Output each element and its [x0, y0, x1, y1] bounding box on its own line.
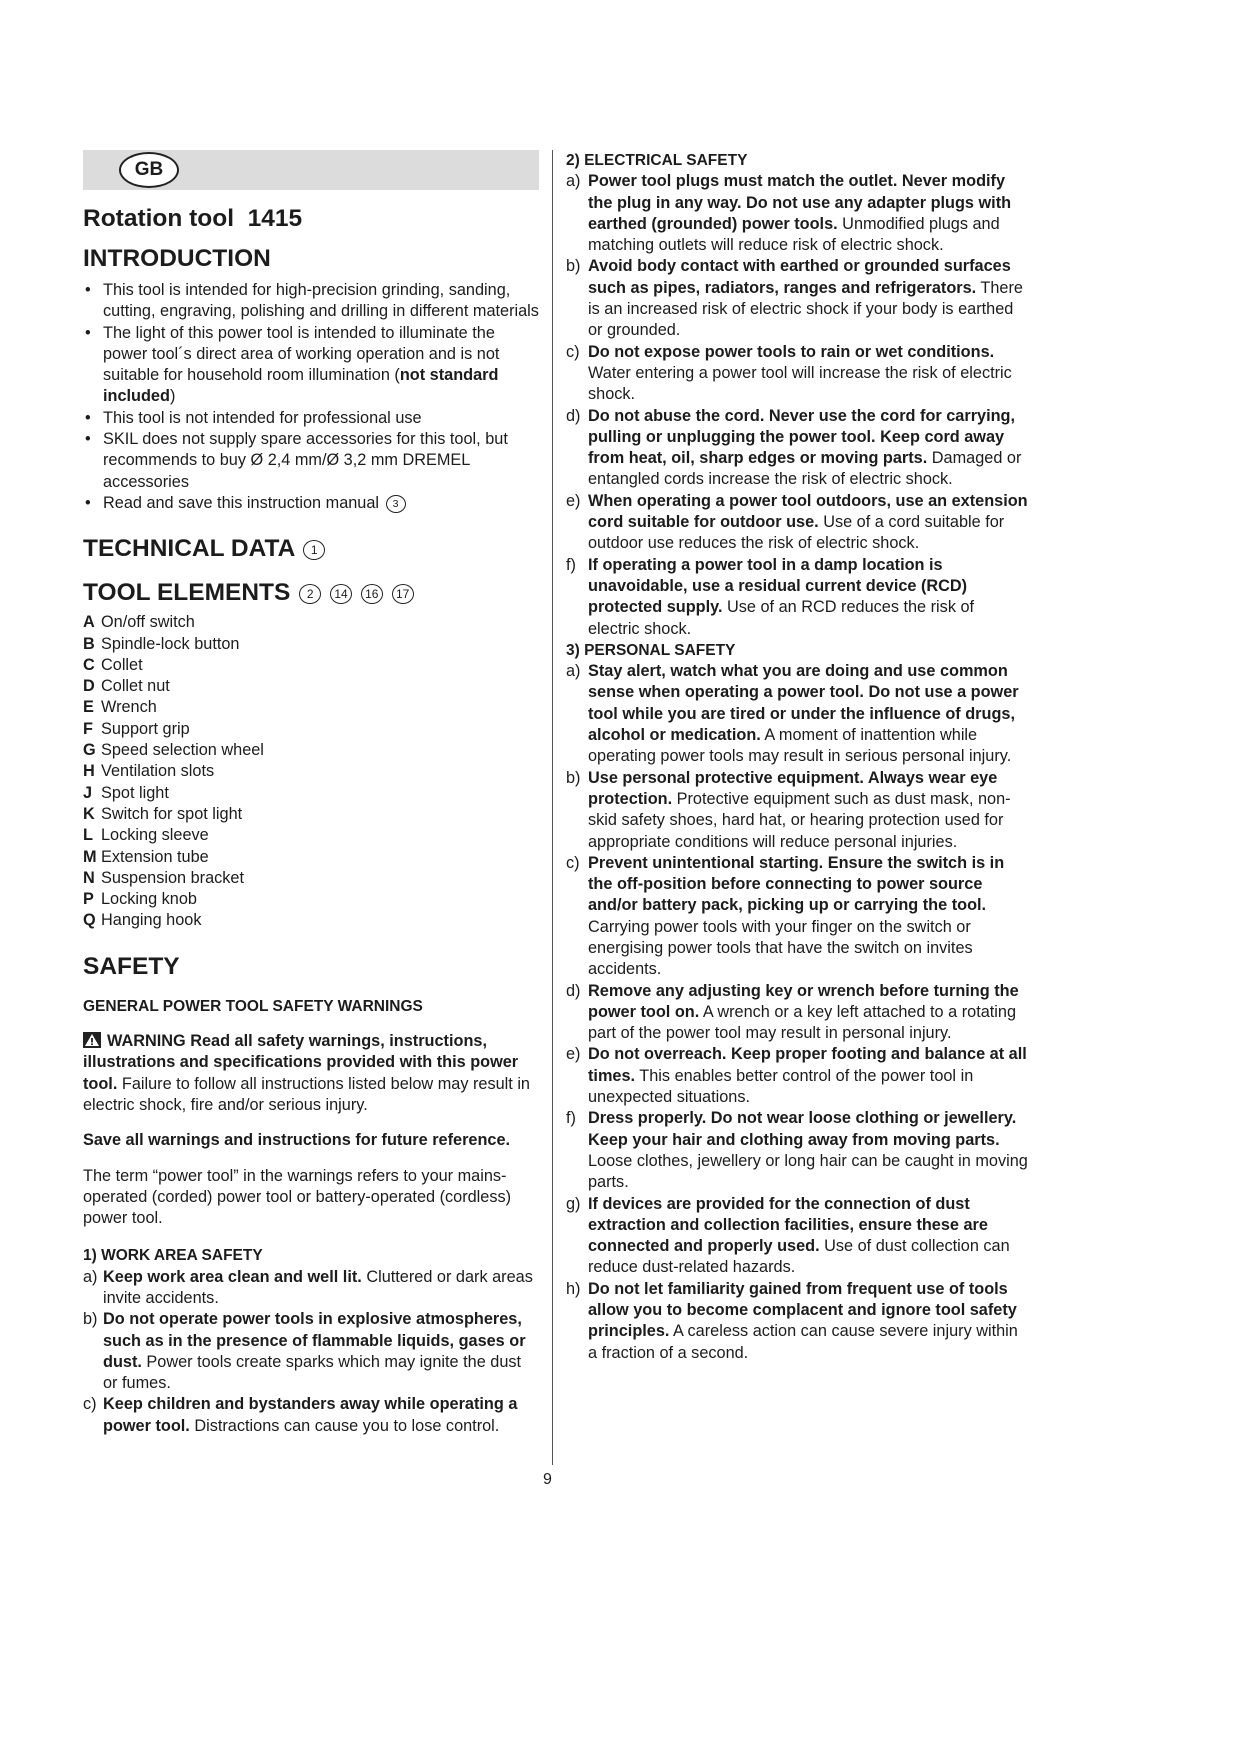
list-item: G Speed selection wheel [83, 741, 264, 760]
list-item: f) Dress properly. Do not wear loose clothing or jewellery. Keep your hair and clothing away from moving parts. Loose clothes, jewellery or long hair can be caught in moving parts. [566, 1109, 1028, 1192]
list-item: • The light of this power tool is intended to illuminate the power tool´s direct area of working operation and is not suitable for household room illumination (not standard included) [83, 323, 539, 408]
list-item: c) Keep children and bystanders away while operating a power tool. Distractions can cause you to lose control. [83, 1395, 518, 1435]
list-item: H Ventilation slots [83, 762, 215, 781]
electrical-heading: 2) ELECTRICAL SAFETY [566, 152, 748, 169]
figure-reference: 2 [299, 584, 321, 604]
list-item: e) Do not overreach. Keep proper footing and balance at all times. This enables better control of the power tool in unexpected situations. [566, 1045, 1027, 1107]
list-item: K Switch for spot light [83, 804, 243, 823]
list-item: • SKIL does not supply spare accessories for this tool, but recommends to buy Ø 2,4 mm/Ø 3,2 mm DREMEL accessories [83, 429, 539, 493]
list-item: M Extension tube [83, 847, 209, 866]
list-item: J Spot light [83, 783, 169, 802]
list-item: A On/off switch [83, 613, 195, 632]
list-item: a) Power tool plugs must match the outlet. Never modify the plug in any way. Do not use any adapter plugs with earthed (grounded) power tools. Unmodified plugs and matching outlets will reduce risk of electric shock. [566, 172, 1012, 255]
save-instructions-line: Save all warnings and instructions for future reference. [83, 1131, 511, 1150]
figure-reference: 14 [330, 584, 352, 604]
list-item: b) Use personal protective equipment. Always wear eye protection. Protective equipment such as dust mask, non-skid safety shoes, hard hat, or hearing protection used for appropriate conditions will reduce personal injuries. [566, 768, 1011, 851]
list-item: E Wrench [83, 698, 157, 717]
list-item: a) Stay alert, watch what you are doing and use common sense when operating a power tool. Do not use a power tool while you are tired or under the influence of drugs, alcohol or medication. A moment of inattention while operating power tools may result in serious personal injury. [566, 662, 1019, 766]
list-item: P Locking knob [83, 890, 197, 909]
list-item: b) Do not operate power tools in explosive atmospheres, such as in the presence of flammable liquids, gases or dust. Power tools create sparks which may ignite the dust or fumes. [83, 1310, 526, 1393]
list-item: B Spindle-lock button [83, 634, 240, 653]
list-item: C Collet [83, 655, 143, 674]
list-item: h) Do not let familiarity gained from frequent use of tools allow you to become complacent and ignore tool safety principles. A careless action can cause severe injury within a fraction of a second. [566, 1279, 1018, 1362]
list-item: e) When operating a power tool outdoors, use an extension cord suitable for outdoor use. Use of a cord suitable for outdoor use reduces the risk of electric shock. [566, 491, 1028, 553]
left-column [83, 150, 539, 1437]
figure-reference: 3 [386, 495, 406, 513]
personal-safety-heading: 3) PERSONAL SAFETY [566, 641, 736, 659]
product-title [83, 204, 539, 234]
list-item: L Locking sleeve [83, 826, 209, 845]
work-area-heading: 1) WORK AREA SAFETY [83, 1247, 263, 1265]
introduction-heading: INTRODUCTION [83, 245, 271, 272]
figure-reference: 17 [392, 584, 414, 604]
figure-reference: 16 [361, 584, 383, 604]
list-item: D Collet nut [83, 677, 170, 696]
list-item: d) Remove any adjusting key or wrench before turning the power tool on. A wrench or a key left attached to a rotating part of the power tool may result in personal injury. [566, 981, 1019, 1043]
list-item: g) If devices are provided for the connection of dust extraction and collection facilities, ensure these are connected and properly used. Use of dust collection can reduce dust-related hazards. [566, 1194, 1010, 1277]
warning-paragraph: WARNING Read all safety warnings, instructions, illustrations and specifications provided with this power tool. Failure to follow all instructions listed below may result in electric shock, fire and/or serious injury. [83, 1032, 530, 1114]
list-item: b) Avoid body contact with earthed or grounded surfaces such as pipes, radiators, ranges and refrigerators. There is an increased risk of electric shock if your body is earthed or grounded. [566, 257, 1023, 340]
right-column [566, 150, 1028, 1364]
general-warnings-heading: GENERAL POWER TOOL SAFETY WARNINGS [83, 997, 423, 1015]
list-item: f) If operating a power tool in a damp location is unavoidable, use a residual current device (RCD) protected supply. Use of an RCD reduces the risk of electric shock. [566, 555, 975, 638]
tool-elements-list [83, 612, 539, 931]
list-item: Q Hanging hook [83, 911, 202, 930]
column-divider [552, 150, 553, 1465]
technical-data-heading: TECHNICAL DATA 1 [83, 534, 539, 564]
language-bar [83, 150, 539, 190]
list-item: • This tool is not intended for professional use [83, 408, 539, 429]
list-item: F Support grip [83, 719, 190, 738]
language-badge: GB [119, 152, 179, 188]
introduction-list [83, 280, 539, 514]
list-item: • This tool is intended for high-precision grinding, sanding, cutting, engraving, polishing and drilling in different materials [83, 280, 539, 323]
warning-icon [83, 1032, 101, 1048]
list-item: a) Keep work area clean and well lit. Cluttered or dark areas invite accidents. [83, 1267, 533, 1307]
list-item: c) Prevent unintentional starting. Ensure the switch is in the off-position before connecting to power source and/or battery pack, picking up or carrying the tool. Carrying power tools with your finger on the switch or energising power tools that have the switch on invites accidents. [566, 853, 1005, 979]
page-number: 9 [543, 1471, 552, 1488]
safety-heading: SAFETY [83, 952, 180, 980]
term-definition: The term “power tool” in the warnings refers to your mains-operated (corded) power tool or battery-operated (cordless) power tool. [83, 1166, 512, 1228]
product-name: Rotation tool [83, 205, 235, 232]
tool-elements-heading: TOOL ELEMENTS 2 14 16 17 [83, 578, 539, 608]
list-item: c) Do not expose power tools to rain or wet conditions. Water entering a power tool will increase the risk of electric shock. [566, 342, 1012, 404]
list-item: • Read and save this instruction manual 3 [83, 493, 539, 514]
product-model: 1415 [247, 205, 303, 232]
list-item: d) Do not abuse the cord. Never use the cord for carrying, pulling or unplugging the power tool. Keep cord away from heat, oil, sharp edges or moving parts. Damaged or entangled cords increase the risk of electric shock. [566, 406, 1022, 489]
list-item: N Suspension bracket [83, 868, 245, 887]
figure-reference: 1 [303, 540, 325, 560]
